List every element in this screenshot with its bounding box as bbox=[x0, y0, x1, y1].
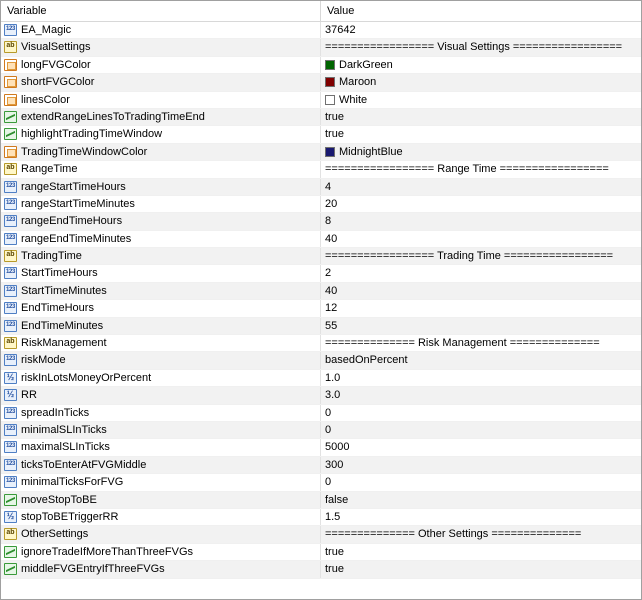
variable-name: EndTimeHours bbox=[21, 302, 94, 315]
param-row-TradingTimeWindowColor[interactable] bbox=[1, 144, 641, 161]
variable-name: stopToBETriggerRR bbox=[21, 510, 119, 523]
variable-cell[interactable] bbox=[1, 457, 321, 473]
variable-name: TradingTimeWindowColor bbox=[21, 145, 148, 158]
value-cell[interactable] bbox=[321, 509, 641, 525]
value-cell[interactable] bbox=[321, 144, 641, 160]
value-text: 4 bbox=[325, 180, 332, 193]
value-cell[interactable] bbox=[321, 335, 641, 351]
variable-name: ticksToEnterAtFVGMiddle bbox=[21, 458, 147, 471]
variable-cell[interactable] bbox=[1, 335, 321, 351]
value-text: MidnightBlue bbox=[339, 145, 403, 158]
value-cell[interactable] bbox=[321, 352, 641, 368]
value-cell[interactable] bbox=[321, 231, 641, 247]
value-text: 20 bbox=[325, 197, 338, 210]
double-icon bbox=[4, 372, 17, 384]
variable-name: middleFVGEntryIfThreeFVGs bbox=[21, 563, 165, 576]
value-cell[interactable] bbox=[321, 74, 641, 90]
variable-name: RR bbox=[21, 389, 37, 402]
value-text: 300 bbox=[325, 458, 344, 471]
variable-cell[interactable] bbox=[1, 196, 321, 212]
variable-cell[interactable] bbox=[1, 318, 321, 334]
variable-cell[interactable] bbox=[1, 248, 321, 264]
variable-cell[interactable] bbox=[1, 439, 321, 455]
variable-name: riskInLotsMoneyOrPercent bbox=[21, 371, 152, 384]
variable-name: StartTimeHours bbox=[21, 267, 98, 280]
param-row-highlightTradingTimeWindow[interactable] bbox=[1, 126, 641, 143]
value-text: 37642 bbox=[325, 24, 356, 36]
variable-cell[interactable] bbox=[1, 370, 321, 386]
variable-name: minimalTicksForFVG bbox=[21, 476, 124, 489]
integer-icon bbox=[4, 407, 17, 419]
variable-cell[interactable] bbox=[1, 265, 321, 281]
value-text: DarkGreen bbox=[339, 58, 393, 71]
value-cell[interactable] bbox=[321, 265, 641, 281]
value-text: Maroon bbox=[339, 76, 377, 89]
param-row-EA_Magic[interactable] bbox=[1, 22, 641, 39]
value-cell[interactable] bbox=[321, 439, 641, 455]
param-row-ignoreTradeIfMoreThanThreeFVGs[interactable] bbox=[1, 544, 641, 561]
param-row-StartTimeMinutes[interactable] bbox=[1, 283, 641, 300]
string-icon bbox=[4, 163, 17, 175]
param-row-maximalSLInTicks[interactable] bbox=[1, 439, 641, 456]
integer-icon bbox=[4, 181, 17, 193]
variable-name: shortFVGColor bbox=[21, 76, 95, 89]
variable-name: TradingTime bbox=[21, 250, 82, 263]
value-text: ============== Risk Management ============== bbox=[325, 337, 600, 350]
variable-cell[interactable] bbox=[1, 161, 321, 177]
param-row-linesColor[interactable] bbox=[1, 92, 641, 109]
integer-icon bbox=[4, 198, 17, 210]
value-cell[interactable] bbox=[321, 526, 641, 542]
string-icon bbox=[4, 41, 17, 53]
variable-name: extendRangeLinesToTradingTimeEnd bbox=[21, 110, 205, 123]
color-swatch bbox=[325, 60, 335, 70]
variable-name: StartTimeMinutes bbox=[21, 284, 107, 297]
integer-icon bbox=[4, 354, 17, 366]
value-text: false bbox=[325, 493, 349, 506]
variable-name: RiskManagement bbox=[21, 337, 107, 350]
param-row-ticksToEnterAtFVGMiddle[interactable] bbox=[1, 457, 641, 474]
param-row-stopToBETriggerRR[interactable] bbox=[1, 509, 641, 526]
variable-cell[interactable] bbox=[1, 213, 321, 229]
color-swatch bbox=[325, 77, 335, 87]
param-row-VisualSettings[interactable] bbox=[1, 39, 641, 56]
string-icon bbox=[4, 528, 17, 540]
integer-icon bbox=[4, 476, 17, 488]
variable-name: moveStopToBE bbox=[21, 493, 97, 506]
param-row-OtherSettings[interactable] bbox=[1, 526, 641, 543]
param-row-rangeStartTimeHours[interactable] bbox=[1, 179, 641, 196]
value-text: 0 bbox=[325, 406, 332, 419]
value-cell[interactable] bbox=[321, 196, 641, 212]
double-icon bbox=[4, 511, 17, 523]
double-icon bbox=[4, 389, 17, 401]
value-cell[interactable] bbox=[321, 39, 641, 55]
value-text: ================= Range Time ================= bbox=[325, 163, 609, 176]
integer-icon bbox=[4, 320, 17, 332]
variable-name: EA_Magic bbox=[21, 24, 72, 36]
color-icon bbox=[4, 94, 17, 106]
variable-cell[interactable] bbox=[1, 422, 321, 438]
color-icon bbox=[4, 76, 17, 88]
color-swatch bbox=[325, 147, 335, 157]
integer-icon bbox=[4, 267, 17, 279]
value-cell[interactable] bbox=[321, 109, 641, 125]
variable-cell[interactable] bbox=[1, 92, 321, 108]
value-text: 0 bbox=[325, 476, 332, 489]
integer-icon bbox=[4, 459, 17, 471]
variable-cell[interactable] bbox=[1, 509, 321, 525]
column-header-variable[interactable]: Variable bbox=[1, 1, 321, 21]
param-row-spreadInTicks[interactable] bbox=[1, 405, 641, 422]
param-row-EndTimeHours[interactable] bbox=[1, 300, 641, 317]
value-cell[interactable] bbox=[321, 544, 641, 560]
variable-cell[interactable] bbox=[1, 109, 321, 125]
param-row-riskInLotsMoneyOrPercent[interactable] bbox=[1, 370, 641, 387]
param-row-RangeTime[interactable] bbox=[1, 161, 641, 178]
value-cell[interactable] bbox=[321, 213, 641, 229]
variable-name: minimalSLInTicks bbox=[21, 423, 107, 436]
integer-icon bbox=[4, 285, 17, 297]
param-row-StartTimeHours[interactable] bbox=[1, 265, 641, 282]
param-row-longFVGColor[interactable] bbox=[1, 57, 641, 74]
value-text: 1.0 bbox=[325, 371, 341, 384]
value-text: 5000 bbox=[325, 441, 350, 454]
variable-name: RangeTime bbox=[21, 163, 78, 176]
param-row-rangeEndTimeHours[interactable] bbox=[1, 213, 641, 230]
variable-cell[interactable] bbox=[1, 126, 321, 142]
value-cell[interactable] bbox=[321, 318, 641, 334]
value-text: true bbox=[325, 545, 344, 558]
boolean-icon bbox=[4, 563, 17, 575]
value-text: true bbox=[325, 128, 344, 141]
boolean-icon bbox=[4, 111, 17, 123]
param-row-rangeEndTimeMinutes[interactable] bbox=[1, 231, 641, 248]
value-cell[interactable] bbox=[321, 126, 641, 142]
value-cell[interactable] bbox=[321, 22, 641, 38]
integer-icon bbox=[4, 24, 17, 36]
value-text: 2 bbox=[325, 267, 332, 280]
variable-cell[interactable] bbox=[1, 22, 321, 38]
variable-cell[interactable] bbox=[1, 231, 321, 247]
value-text: ============== Other Settings ============== bbox=[325, 528, 582, 541]
grid-rows bbox=[1, 22, 641, 579]
variable-cell[interactable] bbox=[1, 144, 321, 160]
grid-header bbox=[1, 1, 641, 22]
variable-name: VisualSettings bbox=[21, 41, 91, 54]
value-cell[interactable] bbox=[321, 457, 641, 473]
integer-icon bbox=[4, 424, 17, 436]
string-icon bbox=[4, 250, 17, 262]
variable-cell[interactable] bbox=[1, 474, 321, 490]
variable-cell[interactable] bbox=[1, 74, 321, 90]
integer-icon bbox=[4, 233, 17, 245]
variable-name: rangeEndTimeHours bbox=[21, 215, 123, 228]
value-text: 1.5 bbox=[325, 510, 341, 523]
column-header-value[interactable]: Value bbox=[327, 5, 355, 17]
value-text: 40 bbox=[325, 232, 338, 245]
variable-cell[interactable] bbox=[1, 300, 321, 316]
variable-name: OtherSettings bbox=[21, 528, 89, 541]
value-cell[interactable] bbox=[321, 370, 641, 386]
boolean-icon bbox=[4, 546, 17, 558]
variable-name: maximalSLInTicks bbox=[21, 441, 110, 454]
integer-icon bbox=[4, 302, 17, 314]
value-text: 3.0 bbox=[325, 389, 341, 402]
value-cell[interactable] bbox=[321, 405, 641, 421]
value-cell[interactable] bbox=[321, 57, 641, 73]
param-row-EndTimeMinutes[interactable] bbox=[1, 318, 641, 335]
value-cell[interactable] bbox=[321, 561, 641, 577]
param-row-RR[interactable] bbox=[1, 387, 641, 404]
value-cell[interactable] bbox=[321, 179, 641, 195]
value-text: ================= Visual Settings ================= bbox=[325, 41, 623, 54]
value-text: true bbox=[325, 110, 344, 123]
color-swatch bbox=[325, 95, 335, 105]
value-cell[interactable] bbox=[321, 248, 641, 264]
param-row-shortFVGColor[interactable] bbox=[1, 74, 641, 91]
string-icon bbox=[4, 337, 17, 349]
integer-icon bbox=[4, 215, 17, 227]
variable-name: spreadInTicks bbox=[21, 406, 90, 419]
value-cell[interactable] bbox=[321, 161, 641, 177]
variable-cell[interactable] bbox=[1, 526, 321, 542]
value-text: 12 bbox=[325, 302, 338, 315]
value-text: White bbox=[339, 93, 368, 106]
variable-cell[interactable] bbox=[1, 387, 321, 403]
param-row-moveStopToBE[interactable] bbox=[1, 492, 641, 509]
variable-name: EndTimeMinutes bbox=[21, 319, 104, 332]
variable-cell[interactable] bbox=[1, 544, 321, 560]
variable-name: ignoreTradeIfMoreThanThreeFVGs bbox=[21, 545, 193, 558]
value-cell[interactable] bbox=[321, 474, 641, 490]
variable-cell[interactable] bbox=[1, 39, 321, 55]
value-text: basedOnPercent bbox=[325, 354, 408, 367]
value-cell[interactable] bbox=[321, 300, 641, 316]
value-cell[interactable] bbox=[321, 492, 641, 508]
variable-name: linesColor bbox=[21, 93, 70, 106]
value-cell[interactable] bbox=[321, 422, 641, 438]
value-text: 0 bbox=[325, 423, 332, 436]
variable-cell[interactable] bbox=[1, 179, 321, 195]
variable-name: rangeStartTimeHours bbox=[21, 180, 126, 193]
variable-cell[interactable] bbox=[1, 405, 321, 421]
param-row-minimalTicksForFVG[interactable] bbox=[1, 474, 641, 491]
param-row-RiskManagement[interactable] bbox=[1, 335, 641, 352]
value-cell[interactable] bbox=[321, 92, 641, 108]
variable-name: rangeStartTimeMinutes bbox=[21, 197, 135, 210]
variable-cell[interactable] bbox=[1, 57, 321, 73]
variable-cell[interactable] bbox=[1, 283, 321, 299]
color-icon bbox=[4, 59, 17, 71]
variable-cell[interactable] bbox=[1, 352, 321, 368]
param-row-minimalSLInTicks[interactable] bbox=[1, 422, 641, 439]
variable-name: riskMode bbox=[21, 354, 66, 367]
boolean-icon bbox=[4, 128, 17, 140]
value-cell[interactable] bbox=[321, 387, 641, 403]
variable-cell[interactable] bbox=[1, 492, 321, 508]
integer-icon bbox=[4, 441, 17, 453]
value-text: ================= Trading Time ================= bbox=[325, 250, 614, 263]
variable-cell[interactable] bbox=[1, 561, 321, 577]
color-icon bbox=[4, 146, 17, 158]
variable-name: rangeEndTimeMinutes bbox=[21, 232, 132, 245]
boolean-icon bbox=[4, 494, 17, 506]
param-row-rangeStartTimeMinutes[interactable] bbox=[1, 196, 641, 213]
variable-name: longFVGColor bbox=[21, 58, 91, 71]
value-text: 40 bbox=[325, 284, 338, 297]
param-row-extendRangeLinesToTradingTimeEnd[interactable] bbox=[1, 109, 641, 126]
param-row-TradingTime[interactable] bbox=[1, 248, 641, 265]
value-cell[interactable] bbox=[321, 283, 641, 299]
param-row-middleFVGEntryIfThreeFVGs[interactable] bbox=[1, 561, 641, 578]
variable-name: highlightTradingTimeWindow bbox=[21, 128, 163, 141]
value-text: 55 bbox=[325, 319, 338, 332]
value-text: 8 bbox=[325, 215, 332, 228]
value-text: true bbox=[325, 563, 344, 576]
param-row-riskMode[interactable] bbox=[1, 352, 641, 369]
